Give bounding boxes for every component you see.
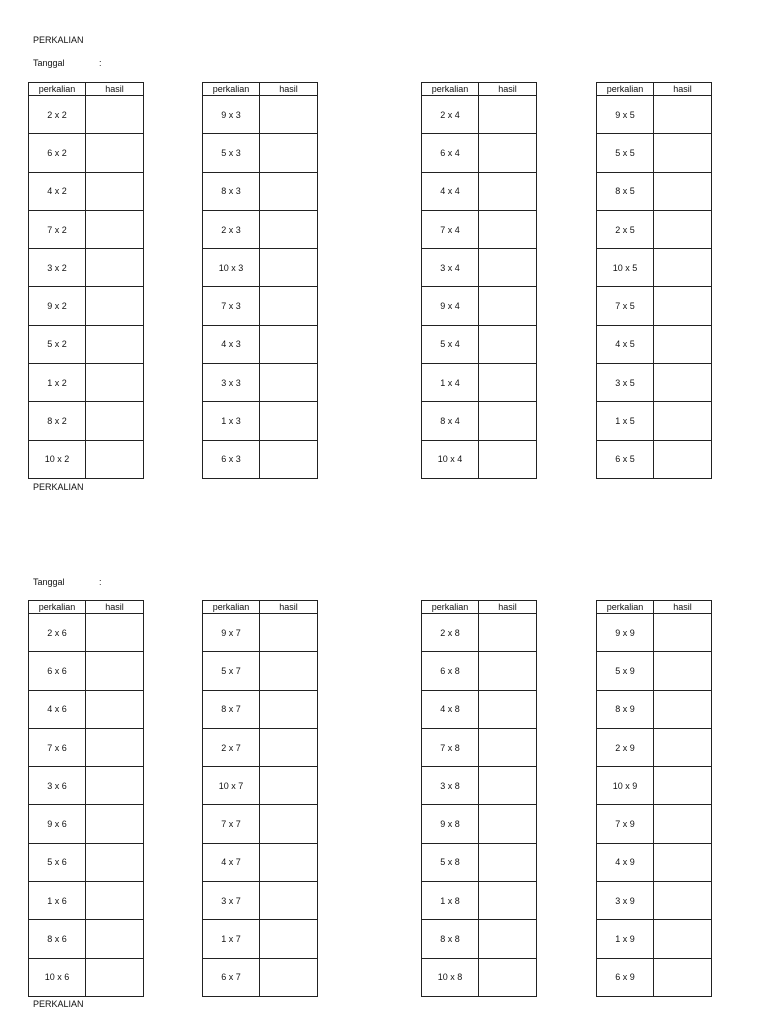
answer-cell[interactable] bbox=[654, 249, 712, 287]
problem-cell: 3 x 8 bbox=[422, 767, 479, 805]
table-row bbox=[29, 920, 144, 958]
problem-cell: 3 x 3 bbox=[203, 364, 260, 402]
answer-cell[interactable] bbox=[654, 805, 712, 843]
column-header-perkalian: perkalian bbox=[422, 83, 479, 96]
answer-cell[interactable] bbox=[260, 690, 318, 728]
problem-cell: 6 x 8 bbox=[422, 652, 479, 690]
table-row bbox=[597, 287, 712, 325]
answer-cell[interactable] bbox=[654, 210, 712, 248]
table-row bbox=[203, 805, 318, 843]
date-colon: : bbox=[99, 577, 102, 587]
problem-cell: 7 x 7 bbox=[203, 805, 260, 843]
table-row bbox=[597, 249, 712, 287]
table-row bbox=[29, 96, 144, 134]
problem-cell: 9 x 9 bbox=[597, 614, 654, 652]
table-row bbox=[597, 920, 712, 958]
answer-cell[interactable] bbox=[260, 843, 318, 881]
answer-cell[interactable] bbox=[86, 440, 144, 478]
problem-cell: 6 x 5 bbox=[597, 440, 654, 478]
problem-cell: 6 x 2 bbox=[29, 134, 86, 172]
table-row bbox=[29, 843, 144, 881]
problem-cell: 4 x 8 bbox=[422, 690, 479, 728]
problem-cell: 8 x 2 bbox=[29, 402, 86, 440]
problem-cell: 7 x 4 bbox=[422, 210, 479, 248]
table-row bbox=[422, 805, 537, 843]
answer-cell[interactable] bbox=[86, 325, 144, 363]
answer-cell[interactable] bbox=[479, 767, 537, 805]
answer-cell[interactable] bbox=[260, 728, 318, 766]
problem-cell: 9 x 5 bbox=[597, 96, 654, 134]
problem-cell: 5 x 9 bbox=[597, 652, 654, 690]
table-row bbox=[29, 249, 144, 287]
answer-cell[interactable] bbox=[86, 920, 144, 958]
problem-cell: 10 x 6 bbox=[29, 958, 86, 996]
answer-cell[interactable] bbox=[260, 287, 318, 325]
problem-cell: 5 x 2 bbox=[29, 325, 86, 363]
answer-cell[interactable] bbox=[654, 728, 712, 766]
problem-cell: 6 x 9 bbox=[597, 958, 654, 996]
problem-cell: 10 x 4 bbox=[422, 440, 479, 478]
table-row bbox=[422, 728, 537, 766]
column-header-perkalian: perkalian bbox=[29, 83, 86, 96]
answer-cell[interactable] bbox=[479, 440, 537, 478]
problem-cell: 6 x 7 bbox=[203, 958, 260, 996]
table-row bbox=[203, 249, 318, 287]
problem-cell: 5 x 5 bbox=[597, 134, 654, 172]
table-row bbox=[29, 958, 144, 996]
table-row bbox=[29, 690, 144, 728]
table-row bbox=[597, 652, 712, 690]
answer-cell[interactable] bbox=[654, 96, 712, 134]
problem-cell: 2 x 4 bbox=[422, 96, 479, 134]
problem-cell: 4 x 6 bbox=[29, 690, 86, 728]
problem-cell: 3 x 9 bbox=[597, 882, 654, 920]
answer-cell[interactable] bbox=[479, 96, 537, 134]
problem-cell: 7 x 3 bbox=[203, 287, 260, 325]
problem-cell: 9 x 4 bbox=[422, 287, 479, 325]
problem-cell: 1 x 9 bbox=[597, 920, 654, 958]
date-label: Tanggal bbox=[33, 58, 65, 68]
problem-cell: 4 x 5 bbox=[597, 325, 654, 363]
answer-cell[interactable] bbox=[86, 843, 144, 881]
table-row bbox=[29, 287, 144, 325]
answer-cell[interactable] bbox=[86, 767, 144, 805]
problem-cell: 1 x 6 bbox=[29, 882, 86, 920]
problem-cell: 8 x 5 bbox=[597, 172, 654, 210]
table-row bbox=[203, 364, 318, 402]
answer-cell[interactable] bbox=[654, 364, 712, 402]
problem-cell: 10 x 3 bbox=[203, 249, 260, 287]
table-row bbox=[29, 402, 144, 440]
table-row bbox=[422, 843, 537, 881]
column-header-hasil: hasil bbox=[86, 601, 144, 614]
answer-cell[interactable] bbox=[86, 652, 144, 690]
answer-cell[interactable] bbox=[479, 614, 537, 652]
table-row bbox=[422, 287, 537, 325]
answer-cell[interactable] bbox=[86, 690, 144, 728]
table-row bbox=[203, 652, 318, 690]
column-header-perkalian: perkalian bbox=[597, 601, 654, 614]
date-colon: : bbox=[99, 58, 102, 68]
answer-cell[interactable] bbox=[479, 843, 537, 881]
answer-cell[interactable] bbox=[86, 402, 144, 440]
answer-cell[interactable] bbox=[479, 958, 537, 996]
table-row bbox=[597, 134, 712, 172]
table-row bbox=[203, 210, 318, 248]
problem-cell: 1 x 5 bbox=[597, 402, 654, 440]
answer-cell[interactable] bbox=[479, 249, 537, 287]
problem-cell: 8 x 4 bbox=[422, 402, 479, 440]
table-row bbox=[203, 882, 318, 920]
table-row bbox=[29, 614, 144, 652]
problem-cell: 3 x 6 bbox=[29, 767, 86, 805]
answer-cell[interactable] bbox=[654, 614, 712, 652]
table-row bbox=[597, 767, 712, 805]
answer-cell[interactable] bbox=[86, 134, 144, 172]
answer-cell[interactable] bbox=[86, 210, 144, 248]
answer-cell[interactable] bbox=[654, 287, 712, 325]
table-row bbox=[29, 172, 144, 210]
answer-cell[interactable] bbox=[479, 287, 537, 325]
table-row bbox=[29, 364, 144, 402]
column-header-perkalian: perkalian bbox=[597, 83, 654, 96]
table-row bbox=[29, 882, 144, 920]
answer-cell[interactable] bbox=[260, 134, 318, 172]
answer-cell[interactable] bbox=[654, 172, 712, 210]
problem-cell: 8 x 6 bbox=[29, 920, 86, 958]
problem-cell: 6 x 4 bbox=[422, 134, 479, 172]
problem-cell: 3 x 2 bbox=[29, 249, 86, 287]
answer-cell[interactable] bbox=[654, 843, 712, 881]
table-row bbox=[29, 325, 144, 363]
column-header-perkalian: perkalian bbox=[29, 601, 86, 614]
problem-cell: 1 x 2 bbox=[29, 364, 86, 402]
table-row bbox=[422, 134, 537, 172]
table-row bbox=[422, 210, 537, 248]
problem-cell: 8 x 3 bbox=[203, 172, 260, 210]
answer-cell[interactable] bbox=[260, 882, 318, 920]
answer-cell[interactable] bbox=[260, 172, 318, 210]
answer-cell[interactable] bbox=[654, 402, 712, 440]
worksheet-table-6 bbox=[28, 600, 144, 997]
table-row bbox=[597, 728, 712, 766]
table-row bbox=[422, 440, 537, 478]
problem-cell: 9 x 8 bbox=[422, 805, 479, 843]
answer-cell[interactable] bbox=[86, 249, 144, 287]
table-row bbox=[597, 614, 712, 652]
table-row bbox=[422, 325, 537, 363]
problem-cell: 8 x 9 bbox=[597, 690, 654, 728]
answer-cell[interactable] bbox=[260, 96, 318, 134]
problem-cell: 1 x 3 bbox=[203, 402, 260, 440]
problem-cell: 2 x 8 bbox=[422, 614, 479, 652]
column-header-hasil: hasil bbox=[654, 601, 712, 614]
table-row bbox=[597, 440, 712, 478]
table-row bbox=[203, 920, 318, 958]
problem-cell: 5 x 7 bbox=[203, 652, 260, 690]
problem-cell: 10 x 9 bbox=[597, 767, 654, 805]
table-row bbox=[203, 690, 318, 728]
table-row bbox=[203, 843, 318, 881]
table-row bbox=[422, 767, 537, 805]
problem-cell: 4 x 4 bbox=[422, 172, 479, 210]
problem-cell: 7 x 2 bbox=[29, 210, 86, 248]
worksheet-table-3 bbox=[202, 82, 318, 479]
problem-cell: 4 x 9 bbox=[597, 843, 654, 881]
table-row bbox=[597, 690, 712, 728]
answer-cell[interactable] bbox=[260, 767, 318, 805]
problem-cell: 9 x 7 bbox=[203, 614, 260, 652]
column-header-hasil: hasil bbox=[479, 83, 537, 96]
table-row bbox=[29, 134, 144, 172]
answer-cell[interactable] bbox=[260, 652, 318, 690]
table-row bbox=[203, 96, 318, 134]
problem-cell: 2 x 5 bbox=[597, 210, 654, 248]
worksheet-table-7 bbox=[202, 600, 318, 997]
table-row bbox=[422, 96, 537, 134]
answer-cell[interactable] bbox=[86, 614, 144, 652]
problem-cell: 1 x 4 bbox=[422, 364, 479, 402]
problem-cell: 9 x 2 bbox=[29, 287, 86, 325]
table-row bbox=[597, 364, 712, 402]
answer-cell[interactable] bbox=[654, 958, 712, 996]
answer-cell[interactable] bbox=[479, 728, 537, 766]
column-header-perkalian: perkalian bbox=[422, 601, 479, 614]
answer-cell[interactable] bbox=[654, 690, 712, 728]
column-header-hasil: hasil bbox=[479, 601, 537, 614]
worksheet-table-9 bbox=[596, 600, 712, 997]
answer-cell[interactable] bbox=[86, 287, 144, 325]
table-row bbox=[597, 805, 712, 843]
table-row bbox=[597, 958, 712, 996]
table-row bbox=[422, 920, 537, 958]
table-row bbox=[422, 690, 537, 728]
column-header-hasil: hasil bbox=[654, 83, 712, 96]
worksheet-table-5 bbox=[596, 82, 712, 479]
table-row bbox=[597, 402, 712, 440]
column-header-hasil: hasil bbox=[260, 601, 318, 614]
column-header-perkalian: perkalian bbox=[203, 601, 260, 614]
answer-cell[interactable] bbox=[86, 805, 144, 843]
table-row bbox=[422, 172, 537, 210]
problem-cell: 5 x 4 bbox=[422, 325, 479, 363]
problem-cell: 3 x 5 bbox=[597, 364, 654, 402]
table-row bbox=[597, 172, 712, 210]
table-row bbox=[203, 767, 318, 805]
problem-cell: 6 x 3 bbox=[203, 440, 260, 478]
answer-cell[interactable] bbox=[479, 134, 537, 172]
answer-cell[interactable] bbox=[479, 364, 537, 402]
problem-cell: 2 x 2 bbox=[29, 96, 86, 134]
worksheet-table-2 bbox=[28, 82, 144, 479]
problem-cell: 1 x 8 bbox=[422, 882, 479, 920]
problem-cell: 9 x 6 bbox=[29, 805, 86, 843]
answer-cell[interactable] bbox=[86, 882, 144, 920]
column-header-perkalian: perkalian bbox=[203, 83, 260, 96]
worksheet-table-4 bbox=[421, 82, 537, 479]
table-row bbox=[597, 96, 712, 134]
problem-cell: 4 x 3 bbox=[203, 325, 260, 363]
problem-cell: 4 x 2 bbox=[29, 172, 86, 210]
section-title: PERKALIAN bbox=[33, 482, 84, 492]
problem-cell: 6 x 6 bbox=[29, 652, 86, 690]
table-row bbox=[422, 249, 537, 287]
answer-cell[interactable] bbox=[479, 210, 537, 248]
answer-cell[interactable] bbox=[654, 767, 712, 805]
answer-cell[interactable] bbox=[479, 920, 537, 958]
answer-cell[interactable] bbox=[479, 805, 537, 843]
table-row bbox=[203, 614, 318, 652]
answer-cell[interactable] bbox=[654, 325, 712, 363]
table-row bbox=[203, 325, 318, 363]
answer-cell[interactable] bbox=[86, 364, 144, 402]
answer-cell[interactable] bbox=[260, 440, 318, 478]
problem-cell: 10 x 8 bbox=[422, 958, 479, 996]
problem-cell: 5 x 8 bbox=[422, 843, 479, 881]
table-row bbox=[29, 805, 144, 843]
table-row bbox=[203, 402, 318, 440]
table-row bbox=[29, 440, 144, 478]
problem-cell: 2 x 7 bbox=[203, 728, 260, 766]
answer-cell[interactable] bbox=[260, 805, 318, 843]
answer-cell[interactable] bbox=[260, 325, 318, 363]
problem-cell: 5 x 3 bbox=[203, 134, 260, 172]
answer-cell[interactable] bbox=[260, 210, 318, 248]
column-header-hasil: hasil bbox=[86, 83, 144, 96]
problem-cell: 10 x 5 bbox=[597, 249, 654, 287]
answer-cell[interactable] bbox=[654, 882, 712, 920]
answer-cell[interactable] bbox=[260, 249, 318, 287]
answer-cell[interactable] bbox=[479, 652, 537, 690]
problem-cell: 10 x 7 bbox=[203, 767, 260, 805]
answer-cell[interactable] bbox=[86, 958, 144, 996]
answer-cell[interactable] bbox=[260, 402, 318, 440]
answer-cell[interactable] bbox=[654, 134, 712, 172]
table-row bbox=[203, 287, 318, 325]
date-label: Tanggal bbox=[33, 577, 65, 587]
worksheet-table-8 bbox=[421, 600, 537, 997]
table-row bbox=[203, 134, 318, 172]
problem-cell: 8 x 8 bbox=[422, 920, 479, 958]
table-row bbox=[29, 767, 144, 805]
table-row bbox=[203, 728, 318, 766]
table-row bbox=[203, 958, 318, 996]
problem-cell: 2 x 3 bbox=[203, 210, 260, 248]
problem-cell: 1 x 7 bbox=[203, 920, 260, 958]
problem-cell: 2 x 9 bbox=[597, 728, 654, 766]
problem-cell: 2 x 6 bbox=[29, 614, 86, 652]
problem-cell: 7 x 9 bbox=[597, 805, 654, 843]
table-row bbox=[597, 210, 712, 248]
answer-cell[interactable] bbox=[260, 920, 318, 958]
table-row bbox=[422, 958, 537, 996]
problem-cell: 7 x 5 bbox=[597, 287, 654, 325]
footer-title: PERKALIAN bbox=[33, 999, 84, 1009]
answer-cell[interactable] bbox=[654, 440, 712, 478]
column-header-hasil: hasil bbox=[260, 83, 318, 96]
page-title: PERKALIAN bbox=[33, 35, 84, 45]
problem-cell: 7 x 6 bbox=[29, 728, 86, 766]
answer-cell[interactable] bbox=[86, 728, 144, 766]
problem-cell: 7 x 8 bbox=[422, 728, 479, 766]
answer-cell[interactable] bbox=[479, 402, 537, 440]
problem-cell: 8 x 7 bbox=[203, 690, 260, 728]
answer-cell[interactable] bbox=[654, 652, 712, 690]
table-row bbox=[29, 210, 144, 248]
table-row bbox=[597, 325, 712, 363]
table-row bbox=[422, 364, 537, 402]
table-row bbox=[597, 843, 712, 881]
answer-cell[interactable] bbox=[479, 882, 537, 920]
table-row bbox=[422, 614, 537, 652]
answer-cell[interactable] bbox=[260, 614, 318, 652]
problem-cell: 10 x 2 bbox=[29, 440, 86, 478]
table-row bbox=[29, 728, 144, 766]
answer-cell[interactable] bbox=[654, 920, 712, 958]
answer-cell[interactable] bbox=[479, 172, 537, 210]
problem-cell: 3 x 4 bbox=[422, 249, 479, 287]
table-row bbox=[203, 172, 318, 210]
problem-cell: 9 x 3 bbox=[203, 96, 260, 134]
answer-cell[interactable] bbox=[86, 96, 144, 134]
table-row bbox=[422, 652, 537, 690]
answer-cell[interactable] bbox=[260, 958, 318, 996]
problem-cell: 4 x 7 bbox=[203, 843, 260, 881]
table-row bbox=[422, 882, 537, 920]
answer-cell[interactable] bbox=[260, 364, 318, 402]
table-row bbox=[29, 652, 144, 690]
answer-cell[interactable] bbox=[86, 172, 144, 210]
table-row bbox=[203, 440, 318, 478]
table-row bbox=[422, 402, 537, 440]
answer-cell[interactable] bbox=[479, 325, 537, 363]
answer-cell[interactable] bbox=[479, 690, 537, 728]
problem-cell: 3 x 7 bbox=[203, 882, 260, 920]
table-row bbox=[597, 882, 712, 920]
problem-cell: 5 x 6 bbox=[29, 843, 86, 881]
